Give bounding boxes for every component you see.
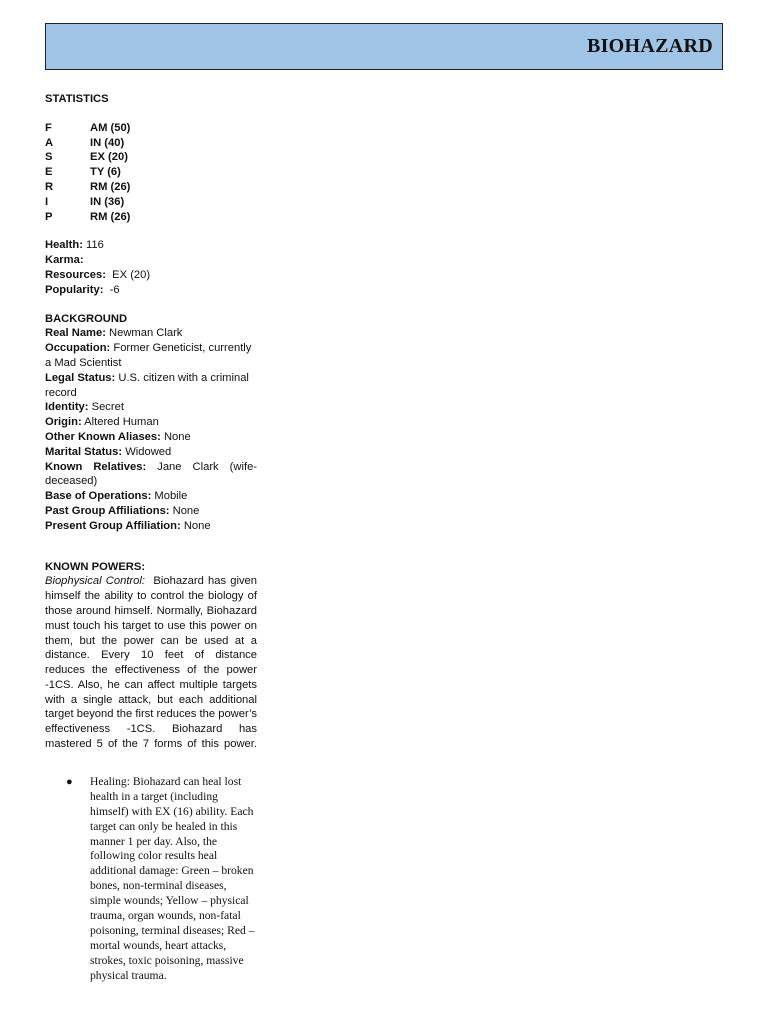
page-title: BIOHAZARD bbox=[586, 35, 713, 57]
bg-past-groups: Past Group Affiliations: None bbox=[45, 504, 200, 517]
stat-value: IN (40) bbox=[90, 136, 125, 149]
bg-aliases: Other Known Aliases: None bbox=[45, 430, 191, 443]
resources-line: Resources: EX (20) bbox=[45, 268, 151, 281]
bg-base: Base of Operations: Mobile bbox=[45, 490, 188, 503]
stat-key: I bbox=[45, 195, 49, 208]
stat-key: R bbox=[45, 180, 54, 193]
stat-key: E bbox=[45, 166, 53, 179]
stat-key: A bbox=[45, 136, 54, 149]
bg-legal-status: Legal Status: U.S. citizen with a criminal record bbox=[45, 371, 249, 399]
statistics-heading: STATISTICS bbox=[45, 93, 109, 105]
bg-occupation: Occupation: Former Geneticist, currently a Mad Scientist bbox=[45, 342, 252, 369]
bg-present-group: Present Group Affiliation: None bbox=[45, 519, 211, 532]
title-bar bbox=[45, 23, 723, 70]
powers-heading: KNOWN POWERS: bbox=[45, 560, 146, 573]
health-line: Health: 116 bbox=[45, 239, 104, 252]
statistics-table bbox=[45, 121, 257, 225]
bg-real-name: Real Name: Newman Clark bbox=[45, 327, 183, 340]
stat-key: S bbox=[45, 151, 53, 164]
stat-key: P bbox=[45, 210, 53, 223]
popularity-line: Popularity: -6 bbox=[45, 283, 120, 296]
bg-identity: Identity: Secret bbox=[45, 401, 124, 414]
bg-origin: Origin: Altered Human bbox=[45, 416, 159, 429]
stat-value: EX (20) bbox=[90, 151, 128, 164]
stat-value: RM (26) bbox=[90, 210, 131, 223]
column-left bbox=[45, 92, 257, 984]
power-healing: ● Healing: Biohazard can heal lost health in a target (including himself) with EX (16) ability. Each target can only be healed in this manner 1 per day. Also, the following color results heal additional damage: Green – broken bones, non-terminal diseases, simple wounds; Yellow – physical trauma, organ wounds, non-fatal poisoning, terminal diseases; Red – mortal wounds, heart attacks, strokes, toxic poisoning, massive physical trauma. bbox=[66, 774, 255, 982]
stat-value: AM (50) bbox=[90, 121, 131, 134]
stat-key: F bbox=[45, 121, 52, 134]
background-heading: BACKGROUND bbox=[45, 312, 128, 325]
bg-relatives: Known Relatives: Jane Clark (wife-deceased) bbox=[45, 460, 258, 488]
stat-value: TY (6) bbox=[90, 166, 121, 179]
bullet-icon: ● bbox=[66, 775, 73, 788]
stat-value: RM (26) bbox=[90, 180, 131, 193]
karma-line: Karma: bbox=[45, 254, 84, 267]
stat-value: IN (36) bbox=[90, 195, 125, 208]
bg-marital: Marital Status: Widowed bbox=[45, 445, 172, 458]
biophysical-paragraph: Biophysical Control: Biohazard has given himself the ability to control the biology of those around himself. Normally, Biohazard must touch his target to use this power on them, but the power can be used at a distance. Every 10 feet of distance reduces the effectiveness of the power -1CS. Also, he can affect multiple targets with a single attack, but each additional target beyond the first reduces the power’s effectiveness -1CS. Biohazard has mastered 5 of the 7 forms of this power. bbox=[45, 575, 258, 751]
